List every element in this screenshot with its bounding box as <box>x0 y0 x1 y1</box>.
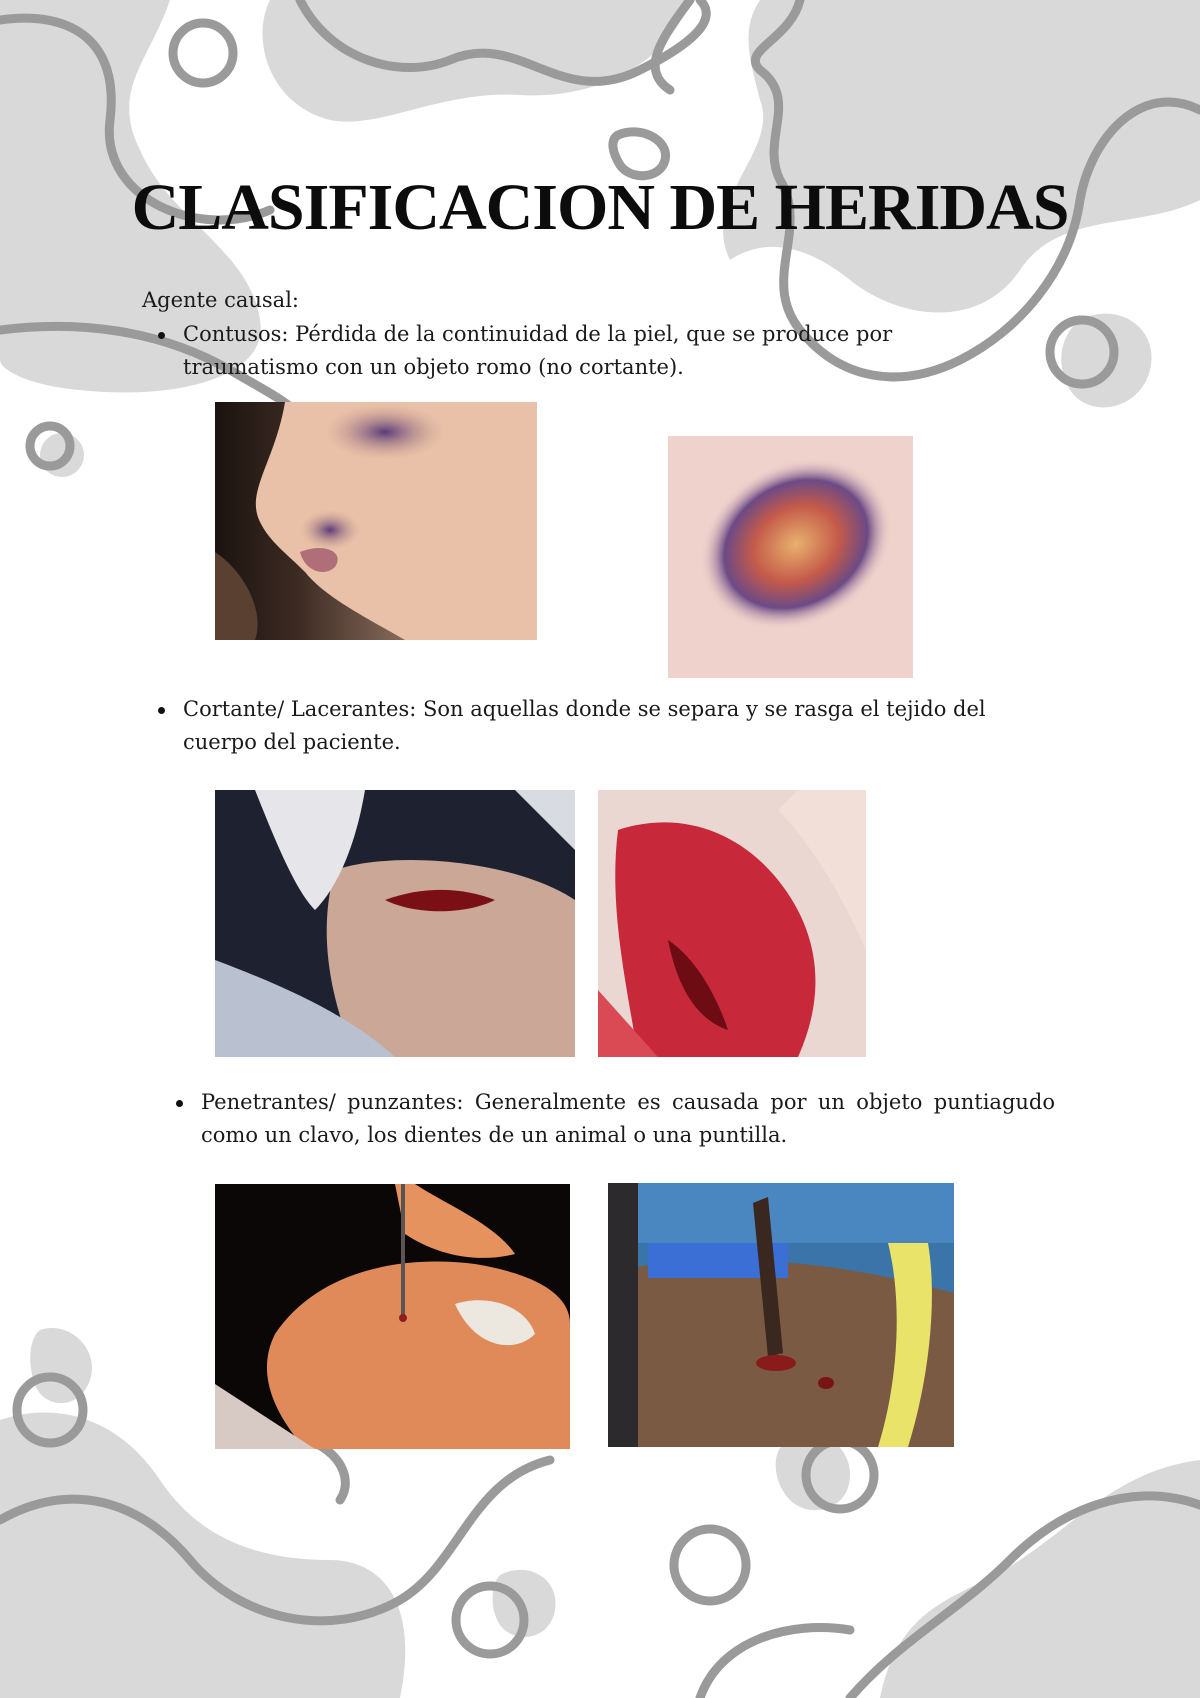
bullet-dot <box>176 1100 183 1107</box>
list-item-text: Cortante/ Lacerantes: Son aquellas donde se separa y se rasga el tejido del cuerpo del paciente. <box>183 697 986 754</box>
bruised-face-photo <box>215 402 537 640</box>
list-item-penetrantes <box>201 1086 1055 1152</box>
list-item-contusos <box>183 318 983 384</box>
bullet-dot <box>158 707 165 714</box>
cut-hand-photo <box>598 790 866 1057</box>
list-item-text: Penetrantes/ punzantes: Generalmente es causada por un objeto puntiagudo como un clavo, los dientes de un animal o una puntilla. <box>201 1090 1055 1147</box>
list-item-cortante <box>183 693 1063 759</box>
pierced-hand-photo <box>215 1184 570 1449</box>
list-item-text: Contusos: Pérdida de la continuidad de la piel, que se produce por traumatismo con un objeto romo (no cortante). <box>183 322 893 379</box>
knife-wound-photo <box>608 1183 954 1447</box>
bruise-skin-photo <box>668 436 913 678</box>
cut-face-photo <box>215 790 575 1057</box>
bullet-dot <box>158 332 165 339</box>
page-title: CLASIFICACION DE HERIDAS <box>131 171 1069 244</box>
section-label: Agente causal: <box>142 288 299 312</box>
